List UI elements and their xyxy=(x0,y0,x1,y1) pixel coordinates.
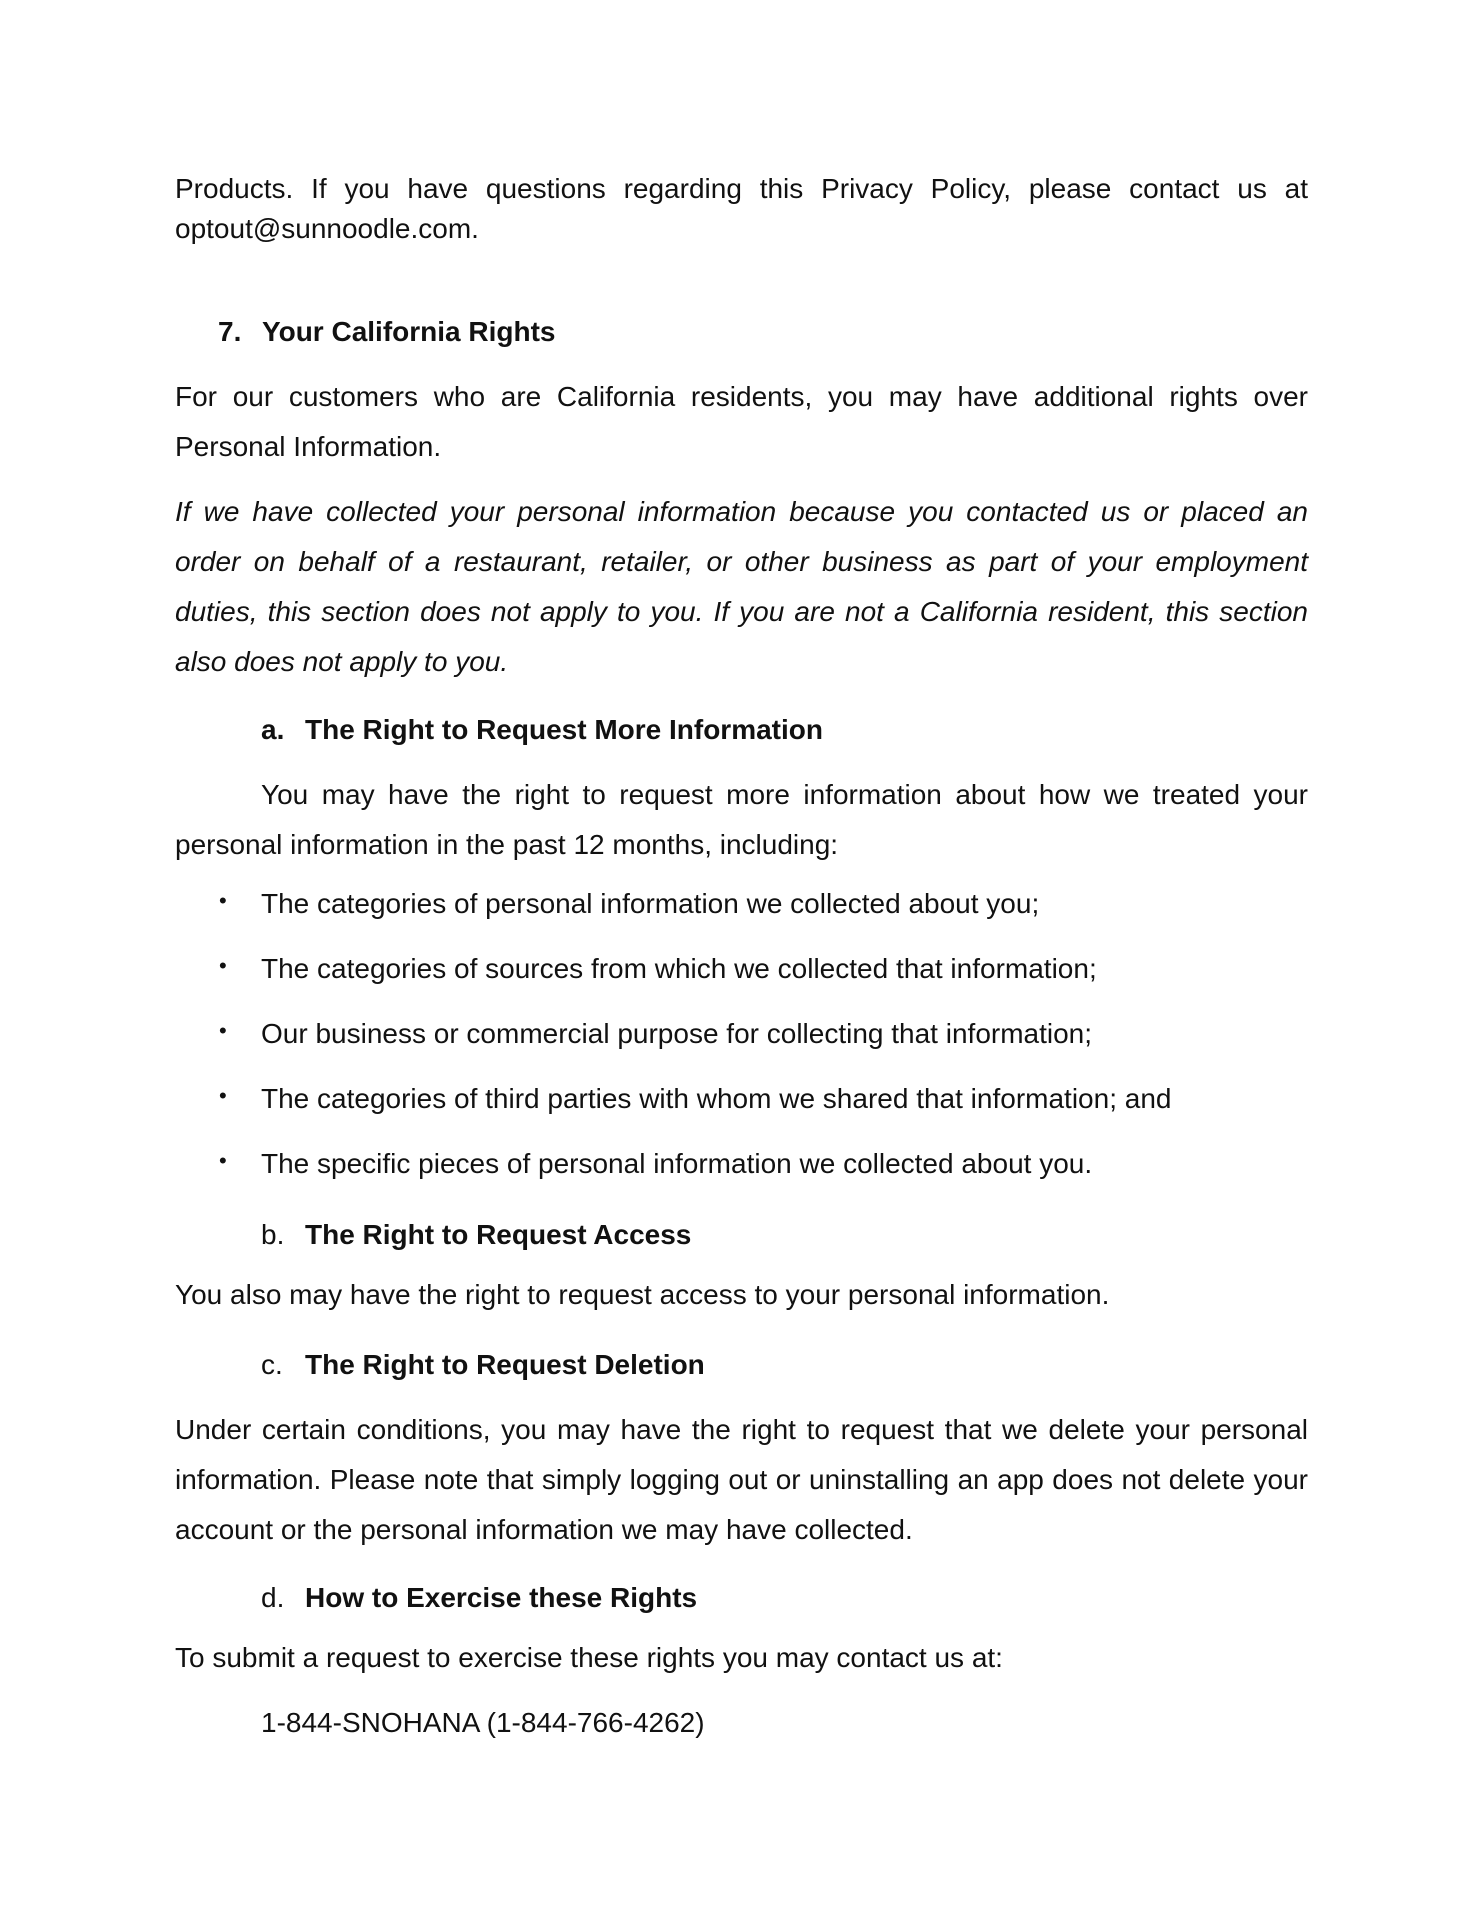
section-7-paragraph: For our customers who are California residents, you may have additional rights over Personal Information. xyxy=(175,381,1308,462)
list-item-text: The categories of third parties with whom we shared that information; and xyxy=(261,1083,1172,1114)
list-item-text: Our business or commercial purpose for collecting that information; xyxy=(261,1018,1093,1049)
subsection-a-heading xyxy=(261,710,823,750)
subsection-letter: d. xyxy=(261,1582,285,1613)
section-7-disclaimer: If we have collected your personal information because you contacted us or placed an order on behalf of a restaurant, retailer, or other business as part of your employment duties, this section does not apply to you. If you are not a California resident, this section also does not apply to you. xyxy=(175,496,1308,677)
subsection-letter: b. xyxy=(261,1219,285,1250)
subsection-title: The Right to Request Deletion xyxy=(305,1349,705,1380)
subsection-c-paragraph: Under certain conditions, you may have the right to request that we delete your personal information. Please note that simply logging out or uninstalling an app does not delete your account or the personal information we may have collected. xyxy=(175,1414,1308,1545)
contact-phone: 1-844-SNOHANA (1-844-766-4262) xyxy=(261,1707,705,1738)
subsection-d-paragraph: To submit a request to exercise these rights you may contact us at: xyxy=(175,1642,1003,1673)
subsection-a-paragraph: You may have the right to request more information about how we treated your personal information in the past 12 months, including: xyxy=(175,779,1308,860)
subsection-letter: a. xyxy=(261,714,285,745)
subsection-title: The Right to Request More Information xyxy=(305,714,823,745)
intro-paragraph: Products. If you have questions regarding this Privacy Policy, please contact us at optout@sunnoodle.com. xyxy=(175,173,1308,244)
subsection-d-heading xyxy=(261,1578,697,1618)
section-number: 7. xyxy=(218,316,242,347)
bullet-icon: • xyxy=(219,1018,227,1043)
list-item xyxy=(175,1079,1308,1144)
list-item-text: The categories of sources from which we collected that information; xyxy=(261,953,1097,984)
subsection-title: The Right to Request Access xyxy=(305,1219,692,1250)
subsection-c-heading xyxy=(261,1345,705,1385)
bullet-icon: • xyxy=(219,1083,227,1108)
list-item xyxy=(175,1144,1308,1209)
list-item-text: The specific pieces of personal information we collected about you. xyxy=(261,1148,1093,1179)
subsection-b-paragraph: You also may have the right to request access to your personal information. xyxy=(175,1279,1110,1310)
bullet-icon: • xyxy=(219,953,227,978)
subsection-title: How to Exercise these Rights xyxy=(305,1582,698,1613)
list-item-text: The categories of personal information we collected about you; xyxy=(261,888,1040,919)
rights-bullet-list xyxy=(175,884,1308,1209)
list-item xyxy=(175,884,1308,949)
section-7-heading xyxy=(218,312,556,352)
list-item xyxy=(175,1014,1308,1079)
bullet-icon: • xyxy=(219,1148,227,1173)
list-item xyxy=(175,949,1308,1014)
subsection-b-heading xyxy=(261,1215,691,1255)
bullet-icon: • xyxy=(219,888,227,913)
section-title: Your California Rights xyxy=(262,316,556,347)
subsection-letter: c. xyxy=(261,1349,283,1380)
